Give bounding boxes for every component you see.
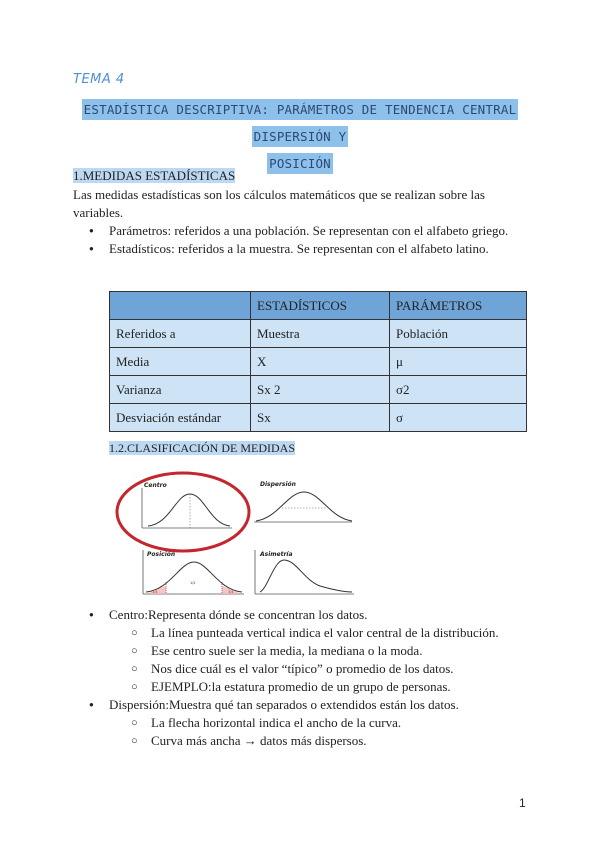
table-cell: Muestra (251, 320, 390, 348)
table-cell: Desviación estándar (110, 404, 251, 432)
sub-list-item: ○ La flecha horizontal indica el ancho de la curva. (109, 714, 543, 732)
classification-list (73, 606, 543, 750)
sub-list (109, 714, 543, 750)
table-cell: ESTADÍSTICOS (251, 292, 390, 320)
sub-list-item: ○ La línea punteada vertical indica el valor central de la distribución. (109, 624, 543, 642)
table-cell: Población (390, 320, 527, 348)
section-heading-measures: 1.MEDIDAS ESTADÍSTICAS (73, 168, 236, 183)
table-row (110, 376, 527, 404)
figure-label-asimetria: Asimetría (260, 551, 293, 558)
table-cell: μ (390, 348, 527, 376)
table-row (110, 348, 527, 376)
table-cell: Media (110, 348, 251, 376)
table-header-row (110, 292, 527, 320)
page-number: 1 (519, 796, 526, 810)
title-line-2: POSICIÓN (267, 153, 333, 174)
figure-label-dispersion: Dispersión (260, 481, 296, 488)
table-cell: Sx (251, 404, 390, 432)
figure-centro (114, 470, 254, 554)
table-cell (110, 292, 251, 320)
sub-list-item: ○ Curva más ancha → datos más dispersos. (109, 732, 543, 750)
document-title (70, 96, 530, 177)
figure-label-centro: Centro (144, 482, 167, 489)
table-cell: PARÁMETROS (390, 292, 527, 320)
sub-list-item: ○ Nos dice cuál es el valor “típico” o promedio de los datos. (109, 660, 543, 678)
table-cell: σ (390, 404, 527, 432)
table-cell: Varianza (110, 376, 251, 404)
sub-list-item: ○ Ese centro suele ser la media, la mediana o la moda. (109, 642, 543, 660)
quartile-label-3: 3/4 (228, 590, 234, 594)
table-cell: Referidos a (110, 320, 251, 348)
wide-curve (256, 492, 352, 521)
title-line-1: ESTADÍSTICA DESCRIPTIVA: PARÁMETROS DE TENDENCIA CENTRAL DISPERSIÓN Y (82, 99, 519, 147)
section-heading-classification: 1.2.CLASIFICACIÓN DE MEDIDAS (109, 441, 296, 455)
statistics-table (109, 291, 527, 432)
topic-label: TEMA 4 (73, 72, 125, 87)
table-row (110, 404, 527, 432)
list-item: ● Parámetros: referidos a una población. Se representan con el alfabeto griego. (73, 222, 543, 240)
figure-label-posicion: Posición (147, 551, 176, 558)
intro-paragraph: Las medidas estadísticas son los cálculos matemáticos que se realizan sobre las variables. (73, 187, 485, 220)
list-item (73, 606, 543, 696)
table-row (110, 320, 527, 348)
sub-list-item: ○ EJEMPLO:la estatura promedio de un grupo de personas. (109, 678, 543, 696)
figure-posicion (140, 546, 248, 598)
table-cell: X (251, 348, 390, 376)
table-cell: σ2 (390, 376, 527, 404)
quartile-label-1: 1/4 (152, 590, 158, 594)
highlight-circle (117, 473, 249, 551)
normal-curve (148, 494, 230, 526)
list-item: ● Estadísticos: referidos a la muestra. Se representan con el alfabeto latino. (73, 240, 543, 258)
position-curve (146, 562, 242, 592)
list-item-text: Dispersión:Muestra qué tan separados o extendidos están los datos. (109, 697, 459, 712)
list-item-text: Centro:Representa dónde se concentran los datos. (109, 607, 368, 622)
parameters-list (73, 222, 543, 258)
list-item (73, 696, 543, 750)
quartile-label-2: 1/2 (190, 581, 196, 585)
figure-dispersion (252, 478, 356, 526)
skewed-curve (260, 560, 352, 592)
table-cell: Sx 2 (251, 376, 390, 404)
sub-list (109, 624, 543, 696)
figure-asimetria (252, 546, 356, 598)
